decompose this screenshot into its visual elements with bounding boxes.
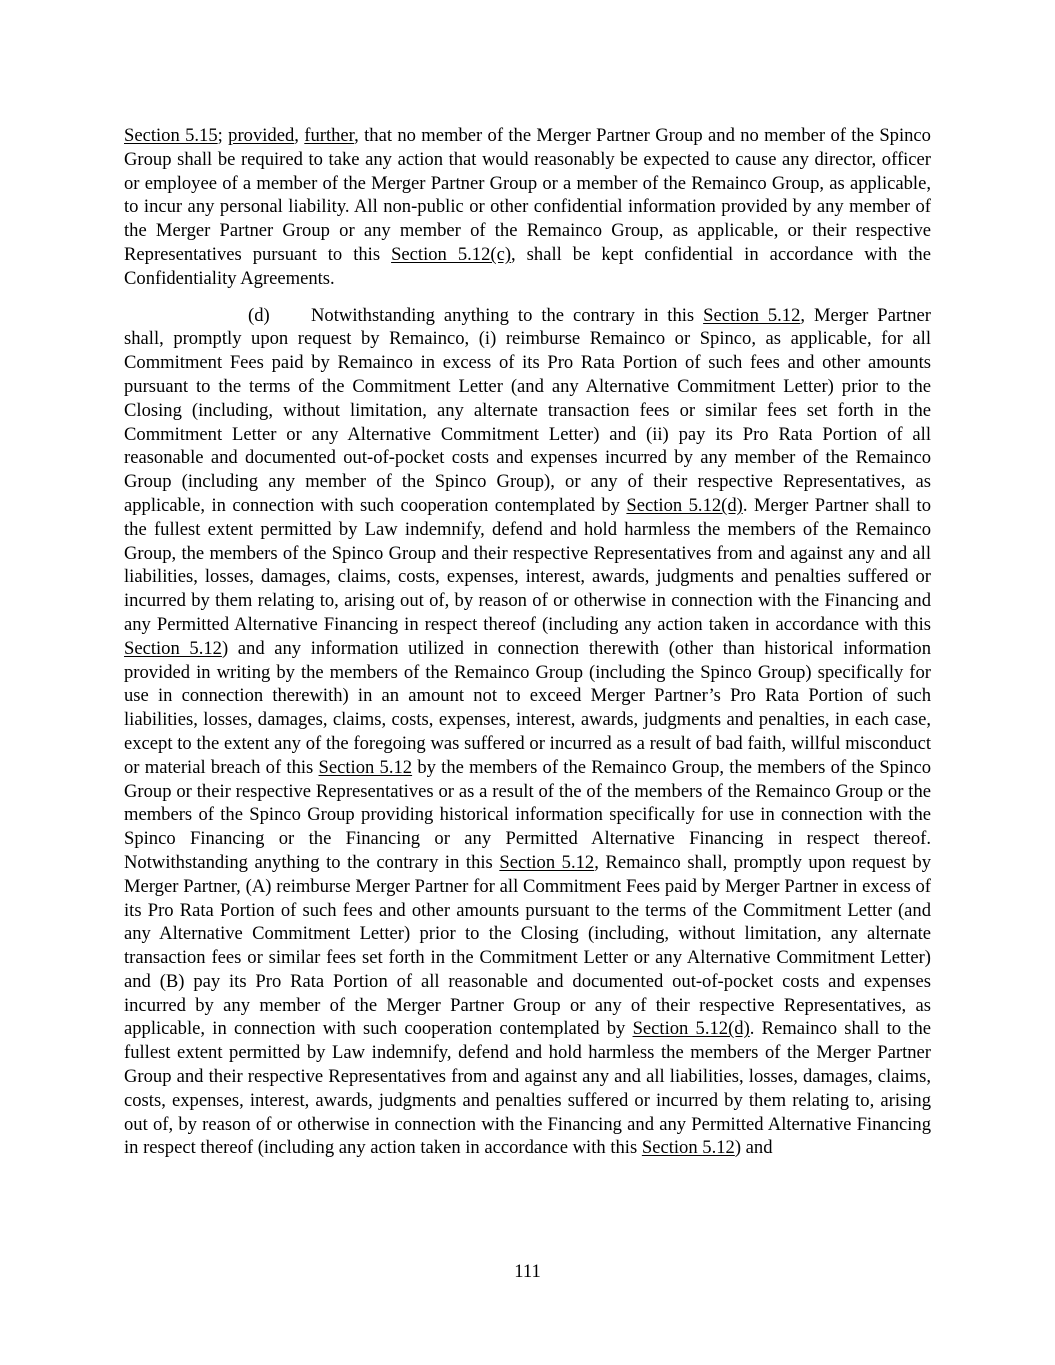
defined-term: provided [228, 125, 295, 146]
section-reference: Section 5.12 [703, 304, 801, 326]
section-reference: Section 5.12 [318, 756, 413, 778]
document-page [124, 124, 931, 1160]
body-text: ) and any information utilized in connection therewith (other than historical information provided in writing by the members of the Remainco Group (including the Spinco Group) specifically for use in connection therewith) in an amount not to exceed Merger Partner’s Pro Rata Portion of such liabilities, losses, damages, claims, costs, expenses, interest, awards, judgments and penalties, in each case, except to the extent any of the foregoing was suffered or incurred as a result of bad faith, willful misconduct or material breach of this [124, 637, 931, 778]
body-text: , that no member of the Merger Partner Group and no member of the Spinco Group shall be required to take any action that would reasonably be expected to cause any director, officer or employee of a member of the Merger Partner Group or a member of the Remainco Group, as applicable, to incur any personal liability. All non-public or other confidential information provided by any member of the Merger Partner Group or any member of the Remainco Group, as applicable, or their respective Representatives pursuant to this [124, 125, 931, 265]
page-number: 111 [514, 1261, 541, 1282]
body-text: ) and [734, 1137, 773, 1159]
section-reference: Section 5.12 [499, 851, 595, 873]
section-reference: Section 5.12(c) [391, 243, 512, 265]
paragraph-c-continuation [124, 124, 931, 291]
body-text: ; [217, 125, 229, 146]
body-text: , shall be kept confidential in accordance with the Confidentiality Agreements. [124, 243, 931, 289]
section-reference: Section 5.12(d) [626, 494, 743, 516]
body-text: . Remainco shall to the fullest extent permitted by Law indemnify, defend and hold harmless the members of the Merger Partner Group and their respective Representatives from and against any and all liabilities, losses, damages, claims, costs, expenses, interest, awards, judgments and penalties suffered or incurred by them relating to, arising out of, by reason of or otherwise in connection with the Financing and any Permitted Alternative Financing in respect thereof (including any action taken in accordance with this [124, 1018, 932, 1159]
defined-term: further [304, 125, 355, 146]
body-text: , Remainco shall, promptly upon request by Merger Partner, (A) reimburse Merger Partner for all Commitment Fees paid by Merger Partner in excess of its Pro Rata Portion of such fees and other amounts pursuant to the terms of the Commitment Letter (and any Alternative Commitment Letter) prior to the Closing (including, without limitation, any alternate transaction fees or similar fees set forth in the Commitment Letter or any Alternative Commitment Letter) and (B) pay its Pro Rata Portion of all reasonable and documented out-of-pocket costs and expenses incurred by any member of the Merger Partner Group or any of their respective Representatives, as applicable, in connection with such cooperation contemplated by [124, 851, 932, 1040]
body-text: Notwithstanding anything to the contrary in this [311, 304, 704, 326]
body-text: , Merger Partner shall, promptly upon request by Remainco, (i) reimburse Remainco or Spinco, as applicable, for all Commitment Fees paid by Remainco in excess of its Pro Rata Portion of such fees and other amounts pursuant to the terms of the Commitment Letter (and any Alternative Commitment Letter) prior to the Closing (including, without limitation, any alternate transaction fees or similar fees set forth in the Commitment Letter or any Alternative Commitment Letter) and (ii) pay its Pro Rata Portion of all reasonable and documented out-of-pocket costs and expenses incurred by any member of the Remainco Group (including any member of the Spinco Group), or any of their respective Representatives, as applicable, in connection with such cooperation contemplated by [124, 304, 931, 516]
paragraph-d [124, 304, 931, 1161]
section-reference: Section 5.12 [124, 637, 222, 659]
body-text: by the members of the Remainco Group, the members of the Spinco Group or their respective Representatives or as a result of the of the members of the Remainco Group or the members of the Spinco Group providing historical information specifically for use in connection with the Spinco Financing or the Financing or any Permitted Alternative Financing in respect thereof. Notwithstanding anything to the contrary in this [124, 756, 931, 873]
paragraph-label: (d) [248, 304, 270, 326]
section-reference: Section 5.12(d) [632, 1018, 750, 1040]
section-reference: Section 5.12 [641, 1137, 735, 1159]
body-text: , [294, 125, 305, 146]
section-reference: Section 5.15 [124, 125, 218, 146]
body-text: . Merger Partner shall to the fullest extent permitted by Law indemnify, defend and hold harmless the members of the Remainco Group, the members of the Spinco Group and their respective Representatives from and against any and all liabilities, losses, damages, claims, costs, expenses, interest, awards, judgments and penalties suffered or incurred by them relating to, arising out of, by reason of or otherwise in connection with the Financing and any Permitted Alternative Financing in respect thereof (including any action taken in accordance with this [124, 494, 931, 635]
